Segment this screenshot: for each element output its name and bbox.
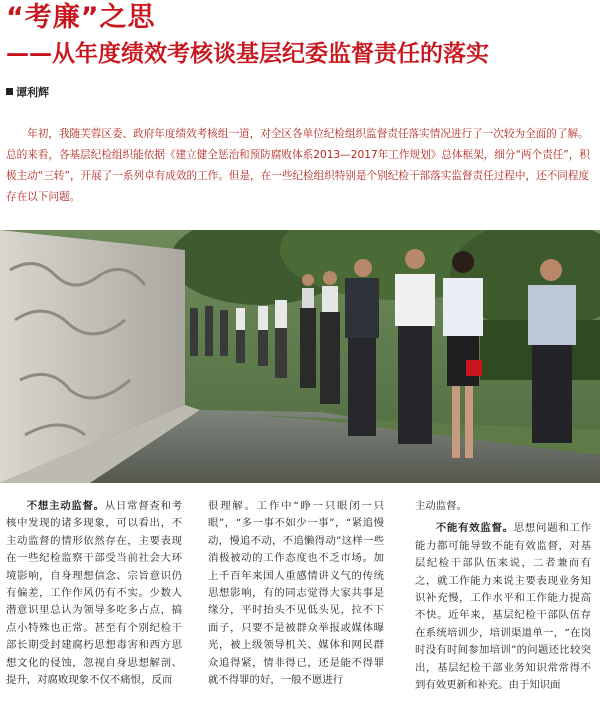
article-subtitle: ——从年度绩效考核谈基层纪委监督责任的落实 (6, 41, 489, 67)
section-heading-no-initiative: 不想主动监督。 (26, 500, 105, 512)
body-column-2 (208, 498, 384, 689)
author-name: 谭利辉 (16, 86, 49, 99)
body-text-col2: 很理解。工作中“睁一只眼闭一只眼”，“多一事不如少一事”，“紧追慢动，慢追不动，不追懒得动”这样一些消极被动的工作态度也不乏市场。加上千百年来国人重感情讲义气的传统思想影响，有的同志觉得大家共事是缘分，平时抬头不见低头见，拉不下面子，只要不是被群众举报或媒体曝光，被上级领导机关、媒体和网民群众追得紧，情非得已，还是能不得罪就不得罪的好，一般不愿进行 (208, 500, 384, 687)
lead-paragraph: 年初，我随芙蓉区委、政府年度绩效考核组一道，对全区各单位纪检组织监督责任落实情况进行了一次较为全面的了解。总的来看，各基层纪检组织能依据《建立健全惩治和预防腐败体系2013—2017年工作规划》总体框架，细分“两个责任”，积极主动“三转”，开展了一系列卓有成效的工作。但是，在一些纪检组织特别是个别纪检干部落实监督责任过程中，还不同程度存在以下问题。 (6, 128, 590, 203)
body-text-col1: 从日常督查和考核中发现的诸多现象，可以看出，不主动监督的情形依然存在，主要表现在一些纪检监察干部受当前社会大环境影响，自身理想信念、宗旨意识仍有偏差，工作作风仍有不实。少数人潜意识里总认为领导多吃多占点，搞点小特殊也正常。甚至有个别纪检干部长期受封建腐朽思想毒害和西方思想文化的侵蚀，忽视自身思想解剖、提升，对腐败现象不仅不痛恨，反而 (6, 500, 183, 687)
body-text-col3-tail: 主动监督。 (415, 500, 467, 512)
section-heading-ineffective: 不能有效监督。 (435, 522, 514, 535)
author-byline (6, 86, 49, 100)
square-bullet-icon (6, 88, 13, 95)
article-photo (0, 230, 600, 483)
article-title: “考廉”之思 (6, 2, 156, 33)
body-column-1 (6, 498, 182, 689)
body-text-col3: 思想问题和工作能力都可能导致不能有效监督，对基层纪检干部队伍来说，二者兼而有之，就工作能力来说主要表现业务知识补充慢，工作水平和工作能力提高不快。近年来，基层纪检干部队伍存在系统培训少，培训渠道单一，“在岗时没有时间参加培训”的问题还比较突出，基层纪检干部业务知识常常得不到有效更新和补充。由于知识面 (415, 522, 592, 692)
body-column-3 (415, 498, 591, 694)
